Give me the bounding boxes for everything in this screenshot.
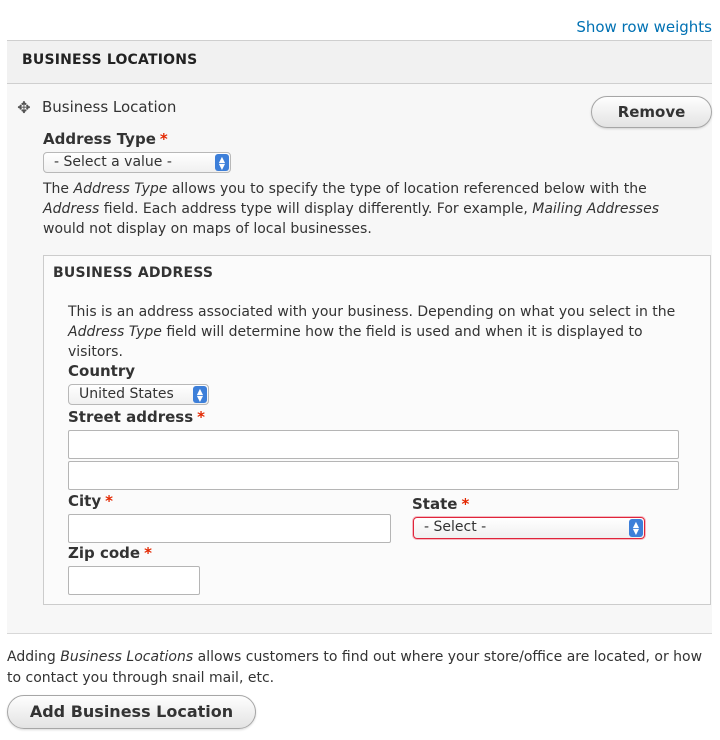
business-address-description: This is an address associated with your business. Depending on what you select in the Address Type field will determine how the field is used and when it is displayed to visitors.	[68, 304, 676, 360]
address-type-select[interactable]	[43, 152, 231, 173]
zip-code-label: Zip code *	[68, 544, 152, 562]
city-input[interactable]	[68, 514, 391, 543]
business-address-title: BUSINESS ADDRESS	[53, 265, 214, 281]
country-selected: United States	[79, 386, 174, 402]
city-label: City *	[68, 492, 113, 510]
street-address-line2-input[interactable]	[68, 461, 679, 490]
table-header	[7, 40, 712, 84]
address-type-selected: - Select a value -	[54, 154, 172, 170]
up-down-chevron-icon: ▲ ▼	[629, 519, 643, 537]
required-mark: *	[461, 495, 470, 513]
state-selected: - Select -	[424, 519, 487, 535]
required-mark: *	[159, 130, 168, 148]
show-row-weights-link[interactable]: Show row weights	[576, 18, 712, 36]
item-title: Business Location	[42, 98, 177, 116]
required-mark: *	[197, 408, 205, 426]
up-down-chevron-icon: ▲ ▼	[215, 154, 229, 171]
move-arrows-icon[interactable]: ✥	[17, 98, 31, 117]
country-select[interactable]	[68, 384, 209, 405]
add-locations-description: Adding Business Locations allows customers to find out where your store/office are located, or how to contact you through snail mail, etc.	[7, 649, 703, 686]
state-select[interactable]	[413, 517, 645, 539]
country-label: Country	[68, 362, 136, 380]
up-down-chevron-icon: ▲ ▼	[193, 386, 207, 403]
required-mark: *	[105, 492, 113, 510]
street-address-line1-input[interactable]	[68, 430, 679, 459]
address-type-description: The Address Type allows you to specify the type of location referenced below with the Address field. Each address type will display differently. For example, Mailing Addresses would not display on maps of local businesses.	[43, 181, 660, 237]
required-mark: *	[144, 544, 152, 562]
address-type-label: Address Type *	[43, 130, 168, 148]
remove-button[interactable]: Remove	[591, 96, 712, 128]
add-business-location-button[interactable]: Add Business Location	[7, 695, 256, 729]
street-address-label: Street address *	[68, 408, 205, 426]
table-title: BUSINESS LOCATIONS	[22, 52, 198, 68]
zip-code-input[interactable]	[68, 566, 200, 595]
state-label: State *	[412, 495, 470, 513]
